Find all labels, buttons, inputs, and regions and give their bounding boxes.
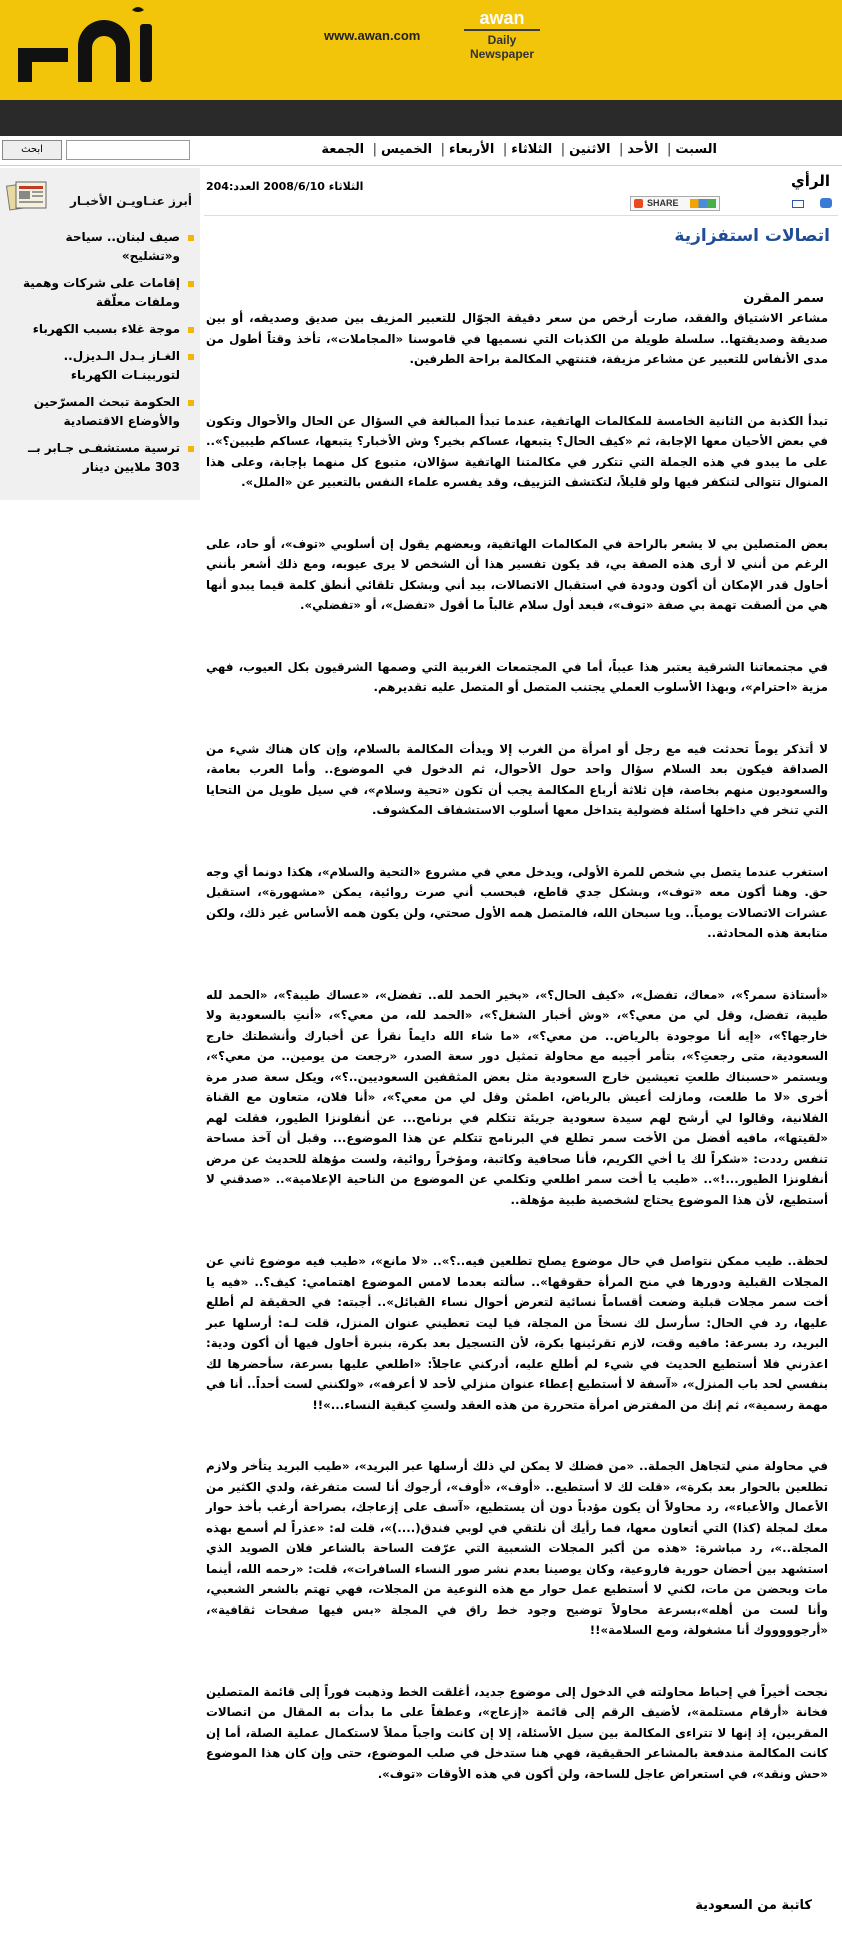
sidebar-header (0, 176, 200, 216)
article-paragraph: في مجتمعاتنا الشرقية يعتبر هذا عيباً، أما في المجتمعات الغربية التي وصمها الشرقيون بكل العيوب، فهي مزية «احترام»، وبهذا الأسلوب العملي يجتنب المتصل أو المتصل عليه تقديرهم. (206, 659, 828, 694)
brand-divider (464, 29, 540, 31)
share-button[interactable] (630, 196, 720, 211)
article-paragraph: تبدأ الكذبة من الثانية الخامسة للمكالمات الهاتفية، عندما تبدأ المبالغة في السؤال عن الحال والأحوال وتكون في بعض الأحيان معها الإجابة، ثم «كيف الحال؟ يتبعها، عساكم بخير؟ وش الأخبار؟ يتبعها، عساكم طيبين؟».. على ما يبدو في هذه الجملة التي تتكرر في مكالمتنا الهاتفية سؤالان، متبوع كل منهما بإجابة، وعلى هذا المنوال تتوالى لتنكفر فيها ولو قليلاً، لتكتشف التزييف، وقد يفسره علماء النفس بالتعبير عن «الملل». (206, 413, 828, 489)
news-sidebar (0, 168, 200, 500)
author-name: سمر المقرن (743, 291, 824, 306)
email-icon[interactable] (792, 200, 804, 208)
site-url[interactable]: www.awan.com (324, 28, 421, 43)
article-title: اتصالات استفزازية (674, 226, 830, 246)
headline-item[interactable] (6, 439, 194, 477)
author-signature: كاتبة من السعودية (695, 1898, 812, 1913)
nav-day-tuesday[interactable]: الثلاثاء (511, 142, 553, 157)
nav-day-monday[interactable]: الاثنين (569, 142, 611, 157)
issue-date: الثلاثاء 2008/6/10 العدد:204 (206, 180, 364, 193)
share-label: SHARE (647, 198, 679, 208)
nav-day-friday[interactable]: الجمعة (321, 142, 365, 157)
day-links: السبت| الأحد| الاثنين| الثلاثاء| الأربعاء| الخميس| الجمعة (321, 142, 717, 157)
article-paragraph: نجحت أخيراً في إحباط محاولته في الدخول إلى موضوع جديد، أغلقت الخط وذهبت فوراً إلى قائمة المتصلين فخانة «أرقام مستلمة»، لأضيف الرقم إلى قائمة «إزعاج»، وعطفاً على ما بدأت به المقال من اتصالات المقربين، إذ إنها لا تتراءى المكالمة بين سيل الأسئلة، إلا إن كانت واجباً مملاً لاستكمال عملية الصلة، أما إن كانت المكالمة مندفعة بالمشاعر الحقيقية، فهي هنا ستدخل في صلب الموضوع، حتى وإن كان هذا الموضوع «حش ونقد»، في استعراض عاجل للساحة، ولن أكون في هذه الأوقات «توف». (206, 1684, 828, 1781)
article-paragraph: مشاعر الاشتياق والفقد، صارت أرخص من سعر دقيقة الجوّال للتعبير المزيف بين صديق وصديقه، أو بين صديقة وصديقتها.. سلسلة طويلة من الكذبات التي نسميها في قاموسنا «المجاملات»، تأخذ وقتاً أطول من مدى الأنفاس للتعبير عن مشاعر مزيفة، فتنتهي المكالمة براحة الطرفين. (206, 311, 828, 366)
article-paragraph: «أستاذة سمر؟»، «معاك، تفضل»، «كيف الحال؟»، «بخير الحمد لله.. تفضل»، «عساك طيبة؟»، «الحمد لله طيبة، تفضل، وقل لي من معي؟»، «وش أخبار الشغل؟»، «الحمد لله، من معي؟»، «أنتِ بالسعودية ولا خارجها؟»، «إيه أنا موجودة بالرياض.. من معي؟»، «ما شاء الله دايماً نقرأ عن أخبارك وأنشطتك خارج السعودية، متى رجعتِ؟»، بتأمر أجيبه مع محاولة تمثيل دور سعة الصدر، «رجعت من يومين.. من معي؟»، ويستمر «حسبناك طلعتِ تعيشين خارج السعودية مثل بعض المثقفين السعوديين..؟»، ويكل سعة صدر مرة أخرى «لا ما طلعت، ومازلت أعيش بالرياض، اطمئن وقل لي من معي؟»، «أنا فلان، متعاون مع القناة الفلانية، وقالوا لي أرشح لهم سيدة سعودية جريئة تتكلم في برنامج... عن أنفلونزا الطيور، فقلت لهم «لقيتها»، مافيه أفضل من الأخت سمر تطلع في البرنامج تتكلم عن هذا الموضوع... وقبل أن آخذ مساحة تنفس رددت: «شكراً لك يا أخي الكريم، فأنا صحافية وكاتبة، ومؤخراً روائية، ولست مؤهلة للحديث عن مرض أنفلونزا الطيور...!».. «طيب يا أخت سمر اطلعي وتكلمي عن الموضوع من الناحية الإعلامية».. «صدقني لا أستطيع، لأن هذا الموضوع يحتاج لشخصية طبية مؤهلة.. (206, 987, 828, 1207)
nav-day-sunday[interactable]: الأحد (627, 142, 659, 157)
search-button[interactable]: ابحث (2, 140, 62, 160)
article-paragraph: لا أتذكر يوماً تحدثت فيه مع رجل أو امرأة من الغرب إلا ويدأت المكالمة بالسلام، وإن كان هناك شيء من الصداقة فيكون بعد السلام سؤال واحد حول الأحوال، ثم الدخول في الموضوع.. وأما العرب بعامة، والسعوديون منهم بخاصة، فإن ثلاثة أرباع المكالمة يجب أن تكون «تحية وسلام»، في سيل طويل من التحايا التي تنخر في داخلها أسئلة فضولية يتداخل معها أسلوب الاستشفاف المكشوف. (206, 741, 828, 817)
headline-text[interactable]: الغـاز بـدل الـديزل.. لتوربينـات الكهرباء (63, 349, 180, 382)
brand-tagline: Daily Newspaper (469, 33, 535, 61)
headline-list (6, 228, 194, 485)
header-dark-bar (0, 100, 842, 136)
headline-text[interactable]: الحكومة تبحث المسرّحين والأوضاع الاقتصادية (33, 395, 180, 428)
sidebar-title: أبرز عنـاويـن الأخبـار (69, 194, 192, 208)
article-paragraph: استغرب عندما يتصل بي شخص للمرة الأولى، ويدخل معي في مشروع «التحية والسلام»، هكذا دونما أي وجه حق. وهنا أكون معه «توف»، وبشكل جدي قاطع، فبحسب أني صرت روائية، يمكن «مشهورة»، استقبل عشرات الاتصالات يومياً.. ويا سبحان الله، فالمتصل همه الأول صحتي، ولن يكون همه الأساس غير ذلك، ولكن متابعة هذه المحادثة.. (206, 864, 828, 940)
headline-item[interactable] (6, 320, 194, 339)
brand-name: awan (479, 8, 525, 28)
bullet-icon (188, 235, 194, 241)
comment-icon[interactable] (820, 198, 832, 208)
search-input[interactable] (66, 140, 190, 160)
nav-day-wednesday[interactable]: الأربعاء (449, 142, 495, 157)
bullet-icon (188, 281, 194, 287)
article-paragraph: لحظة.. طيب ممكن نتواصل في حال موضوع يصلح تطلعين فيه..؟».. «لا مانع»، «طيب فيه موضوع ثاني عن المجلات القبلية ودورها في منح المرأة حقوقها».. سألته بعدما لامس الموضوع اهتمامي: كيف؟.. «فيه يا أخت سمر مجلات قبلية وضعت أقساماً نسائية لتعرض أحوال نساء القبائل».. أجبته: في الحقيقة لم أطلع عليها، رد في الحال: سأرسل لك نسخاً من المجلة، فيا ليت تعطيني عنوان المنزل، قلت لـه: أرسلها عبر البريد، رد بسرعة: مافيه وقت، لازم تقرئينها بكرة، لأن التسجيل بعد بكرة، بنبرة أحاول فيها أن أكون ودية: اعذرني فلا أستطيع الحديث في شيء لم أطلع عليه، أدركني عاجلاً: «اطلعي عليها بسرعة، سأحضرها لك بنفسي لحد باب المنزل»، «آسفة لا أستطيع إعطاء عنوان منزلي لأحد لا أعرفه»، «ولكنني لست أحداً.. أنا في مهمة رسمية»، ثم إنك من المفترض امرأة متحررة من هذه العقد ولستِ كبقية النساء...»!! (206, 1254, 828, 1412)
brand-box (462, 8, 542, 61)
share-services-icon (690, 199, 716, 208)
section-label: الرأي (791, 172, 830, 190)
newspaper-icon (6, 180, 50, 212)
nav-day-thursday[interactable]: الخميس (380, 142, 433, 157)
headline-item[interactable] (6, 347, 194, 385)
share-icon (634, 199, 643, 208)
article-body (206, 308, 828, 1825)
headline-text[interactable]: إقامات على شركات وهمية وملفات معلّقة (22, 276, 180, 309)
headline-text[interactable]: صيف لبنان.. سياحة و«تشليح» (65, 230, 180, 263)
bullet-icon (188, 446, 194, 452)
headline-item[interactable] (6, 228, 194, 266)
headline-text[interactable]: ترسية مستشفـى جـابر بــ 303 ملايين دينار (27, 441, 180, 474)
bullet-icon (188, 327, 194, 333)
nav-day-saturday[interactable]: السبت (675, 142, 717, 157)
awan-logo[interactable] (8, 6, 168, 94)
bullet-icon (188, 400, 194, 406)
article-paragraph: بعض المتصلين بي لا يشعر بالراحة في المكالمات الهاتفية، وبعضهم يقول إن أسلوبي «توف»، أو حاد، على الرغم من أنني لا أرى هذه الصفة بي، قد يكون تفسير هذا أن الشخص لا يرى عيوبه، ومع ذلك أشعر بأنني أحاول قدر الإمكان أن أكون ودودة في استقبال الاتصالات، بيد أني وبشكل تلقائي أنطق كلمة قيما يبدو أنها هي من ألصقت تهمة بي صفة «توف»، فبعد أول سلام غالباً ما أقول «تفضل»، أو «تفضلي». (206, 536, 828, 612)
bullet-icon (188, 354, 194, 360)
site-header (0, 0, 842, 100)
article-paragraph: في محاولة مني لتجاهل الجملة.. «من فضلك لا يمكن لي ذلك أرسلها عبر البريد»، «طيب البريد يتأخر ولازم تطلعين بالحوار بعد بكرة»، «قلت لك لا أستطيع.. «أوف»، «أوف»، أرجوك أنا لست متفرغة، ولدي الكثير من الأعمال والأعباء»، رد محاولاً أن يكون مؤدباً دون أن يستطيع، «آسف على إزعاجك، بصراحة أرغب بأخذ حوار معك لمجلة (كذا) التي أتعاون معها، فما رأيك أن نلتقي في لوبي فندق(....)»، قلت له: «عذراً لم أسمع بهذه المجلة..»، رد مباشرة: «هذه من أكبر المجلات الشعبية التي عرّفت الساحة بالشاعر فلان الصويد الذي استشهد بين أحضان حورية فاروعية، وكان يوصينا بعدم نشر صور النساء السافرات»، قلت: «رحمه الله، أينما مات وبحضن من مات، لكني لا أستطيع عمل حوار مع هذه النوعية من المجلات، فهي تهتم بالشعر الشعبي، وأنا لست من أهله»،بسرعة محاولاً توضيح وجود خط راق في المجلة «بس فيها صفحات ثقافية»، «أرجوووووك أنا مشغولة، ومع السلامة»!! (206, 1459, 828, 1637)
headline-item[interactable] (6, 274, 194, 312)
headline-item[interactable] (6, 393, 194, 431)
header-divider (204, 215, 838, 216)
headline-text[interactable]: موجة غلاء بسبب الكهرباء (32, 322, 180, 336)
